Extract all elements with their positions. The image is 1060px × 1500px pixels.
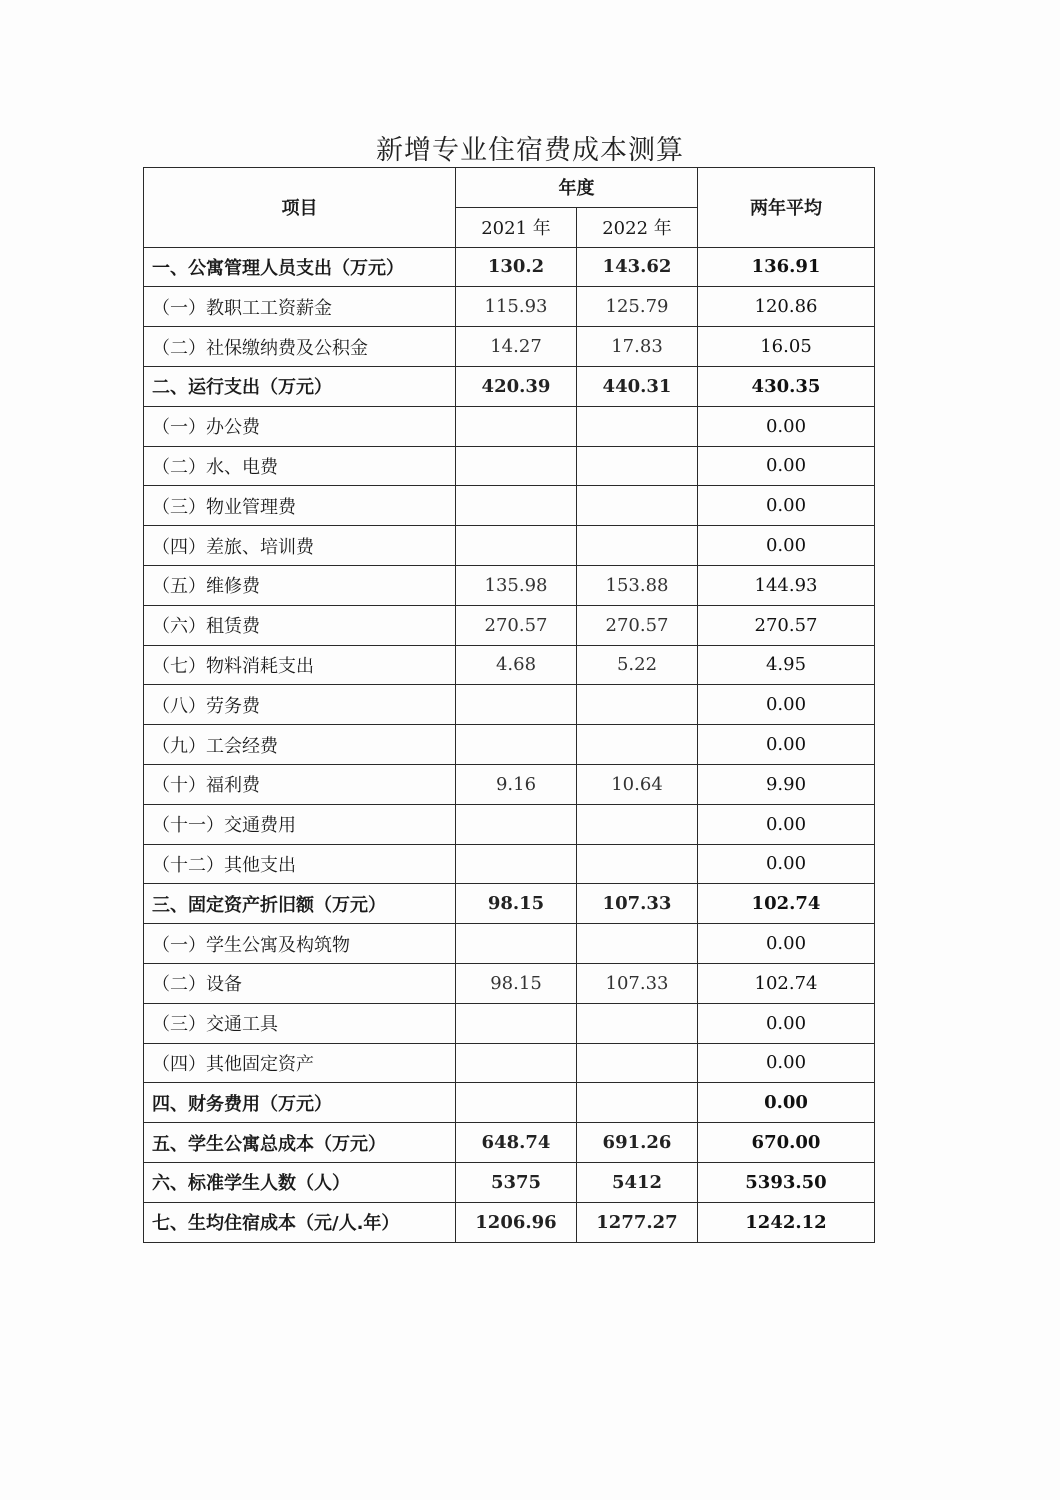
row-value-average: 1242.12: [698, 1202, 875, 1242]
table-row: [144, 526, 875, 566]
table-row: [144, 1003, 875, 1043]
row-value-average: 270.57: [698, 605, 875, 645]
row-value-2022: [577, 486, 698, 526]
table-row: [144, 1162, 875, 1202]
row-value-average: 0.00: [698, 844, 875, 884]
row-value-average: 102.74: [698, 963, 875, 1003]
table-row: [144, 406, 875, 446]
row-value-2022: [577, 406, 698, 446]
row-value-2022: 17.83: [577, 327, 698, 367]
row-value-2021: [456, 924, 577, 964]
row-value-2021: 4.68: [456, 645, 577, 685]
row-value-2021: 98.15: [456, 963, 577, 1003]
header-year-2021: 2021 年: [456, 207, 577, 247]
row-item-label: （二）设备: [144, 963, 456, 1003]
row-value-2022: [577, 804, 698, 844]
row-value-2022: 107.33: [577, 884, 698, 924]
row-value-2022: 153.88: [577, 565, 698, 605]
row-value-average: 16.05: [698, 327, 875, 367]
row-value-average: 144.93: [698, 565, 875, 605]
row-value-2022: 1277.27: [577, 1202, 698, 1242]
row-value-2021: [456, 844, 577, 884]
row-item-label: （十）福利费: [144, 764, 456, 804]
row-value-2021: [456, 725, 577, 765]
row-value-average: 0.00: [698, 1003, 875, 1043]
row-value-average: 0.00: [698, 685, 875, 725]
table-row: [144, 605, 875, 645]
row-value-average: 5393.50: [698, 1162, 875, 1202]
row-value-average: 670.00: [698, 1123, 875, 1163]
row-item-label: （二）水、电费: [144, 446, 456, 486]
row-value-2021: 135.98: [456, 565, 577, 605]
header-year-group: [456, 168, 698, 208]
table-row: [144, 685, 875, 725]
row-value-average: 136.91: [698, 247, 875, 287]
row-value-average: 0.00: [698, 526, 875, 566]
row-item-label: 五、学生公寓总成本（万元）: [144, 1123, 456, 1163]
row-value-average: 430.35: [698, 366, 875, 406]
header-year-group-label: 年度: [558, 178, 595, 200]
row-value-average: 0.00: [698, 725, 875, 765]
table-row: [144, 764, 875, 804]
table-row: [144, 884, 875, 924]
table-row: [144, 565, 875, 605]
table-row: [144, 1043, 875, 1083]
row-value-2022: [577, 1003, 698, 1043]
row-value-2022: [577, 844, 698, 884]
row-item-label: （三）交通工具: [144, 1003, 456, 1043]
row-item-label: （七）物料消耗支出: [144, 645, 456, 685]
row-item-label: （九）工会经费: [144, 725, 456, 765]
table-row: [144, 366, 875, 406]
row-item-label: 六、标准学生人数（人）: [144, 1162, 456, 1202]
row-value-2022: [577, 685, 698, 725]
row-value-2021: [456, 685, 577, 725]
table-row: [144, 725, 875, 765]
table-row: [144, 804, 875, 844]
row-item-label: 七、生均住宿成本（元/人.年）: [144, 1202, 456, 1242]
row-value-2022: [577, 446, 698, 486]
row-value-2021: 420.39: [456, 366, 577, 406]
header-year-2022: 2022 年: [577, 207, 698, 247]
row-value-average: 9.90: [698, 764, 875, 804]
row-item-label: （一）教职工工资薪金: [144, 287, 456, 327]
row-value-2021: 14.27: [456, 327, 577, 367]
table-row: [144, 327, 875, 367]
row-value-2021: 5375: [456, 1162, 577, 1202]
row-value-2021: 115.93: [456, 287, 577, 327]
table-row: [144, 446, 875, 486]
row-value-2021: [456, 1003, 577, 1043]
row-item-label: （一）学生公寓及构筑物: [144, 924, 456, 964]
row-value-2022: 440.31: [577, 366, 698, 406]
row-value-2022: [577, 725, 698, 765]
header-item: [144, 168, 456, 248]
row-item-label: 二、运行支出（万元）: [144, 366, 456, 406]
row-value-2021: [456, 406, 577, 446]
row-value-2021: [456, 1083, 577, 1123]
row-value-2021: 270.57: [456, 605, 577, 645]
table-row: [144, 486, 875, 526]
row-value-2021: [456, 486, 577, 526]
row-item-label: 四、财务费用（万元）: [144, 1083, 456, 1123]
row-value-2021: 130.2: [456, 247, 577, 287]
row-item-label: （四）其他固定资产: [144, 1043, 456, 1083]
row-value-average: 4.95: [698, 645, 875, 685]
table-row: [144, 844, 875, 884]
row-value-2022: 107.33: [577, 963, 698, 1003]
row-value-2022: 143.62: [577, 247, 698, 287]
document-title: 新增专业住宿费成本测算: [376, 135, 684, 166]
row-item-label: 三、固定资产折旧额（万元）: [144, 884, 456, 924]
header-average-label: 两年平均: [750, 198, 822, 220]
row-value-2021: [456, 526, 577, 566]
row-value-2022: 10.64: [577, 764, 698, 804]
header-item-label: 项目: [281, 198, 318, 220]
table-row: [144, 247, 875, 287]
row-value-2022: 270.57: [577, 605, 698, 645]
row-value-average: 0.00: [698, 1083, 875, 1123]
row-item-label: （八）劳务费: [144, 685, 456, 725]
row-item-label: （二）社保缴纳费及公积金: [144, 327, 456, 367]
table-row: [144, 645, 875, 685]
row-value-2021: 9.16: [456, 764, 577, 804]
row-item-label: （十一）交通费用: [144, 804, 456, 844]
row-value-2021: 98.15: [456, 884, 577, 924]
row-value-2022: 5412: [577, 1162, 698, 1202]
row-value-average: 0.00: [698, 486, 875, 526]
row-item-label: （六）租赁费: [144, 605, 456, 645]
row-value-2021: [456, 804, 577, 844]
row-value-average: 120.86: [698, 287, 875, 327]
table-row: [144, 1083, 875, 1123]
row-value-average: 0.00: [698, 1043, 875, 1083]
row-value-2022: [577, 1083, 698, 1123]
table-row: [144, 924, 875, 964]
row-value-2021: [456, 1043, 577, 1083]
cost-table: [143, 167, 875, 1243]
row-value-2022: 691.26: [577, 1123, 698, 1163]
row-value-2021: 1206.96: [456, 1202, 577, 1242]
row-value-average: 0.00: [698, 804, 875, 844]
table-row: [144, 1202, 875, 1242]
row-item-label: （一）办公费: [144, 406, 456, 446]
row-value-2022: 5.22: [577, 645, 698, 685]
row-value-2021: [456, 446, 577, 486]
table-row: [144, 1123, 875, 1163]
row-value-average: 102.74: [698, 884, 875, 924]
row-value-2022: [577, 924, 698, 964]
row-item-label: （十二）其他支出: [144, 844, 456, 884]
row-value-2022: 125.79: [577, 287, 698, 327]
header-row-top: [144, 168, 875, 208]
row-item-label: 一、公寓管理人员支出（万元）: [144, 247, 456, 287]
row-value-average: 0.00: [698, 406, 875, 446]
row-value-average: 0.00: [698, 446, 875, 486]
row-value-average: 0.00: [698, 924, 875, 964]
row-item-label: （五）维修费: [144, 565, 456, 605]
row-item-label: （三）物业管理费: [144, 486, 456, 526]
row-item-label: （四）差旅、培训费: [144, 526, 456, 566]
header-average: [698, 168, 875, 248]
row-value-2022: [577, 1043, 698, 1083]
row-value-2022: [577, 526, 698, 566]
row-value-2021: 648.74: [456, 1123, 577, 1163]
table-row: [144, 963, 875, 1003]
table-row: [144, 287, 875, 327]
